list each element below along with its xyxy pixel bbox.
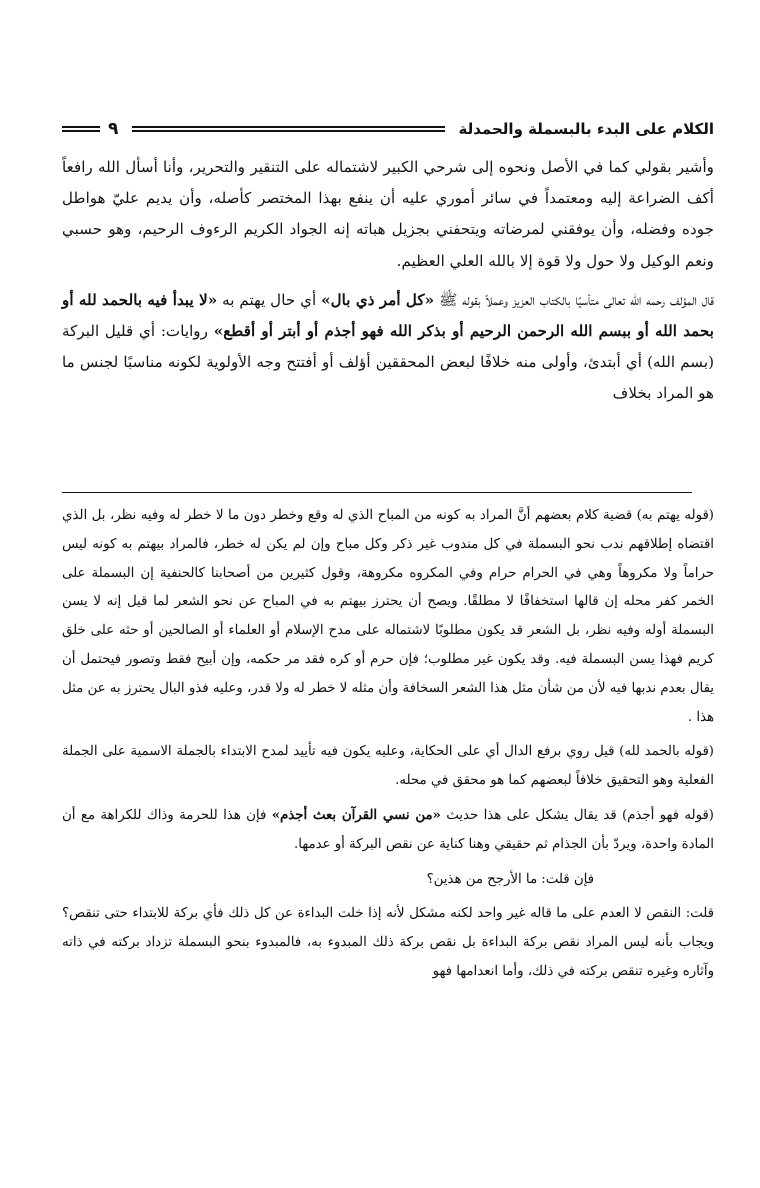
text-span: قال المؤلف رحمه الله تعالى متأسيًا بالكتاب العزيز وعملاً بقوله ﷺ <box>434 290 715 309</box>
text-span: روايات: أي قليل البركة (بسم الله) أي أبتدئ، وأولى منه خلافًا لبعض المحققين أؤلف أو أفتتح وجه الأولوية لكونه مناسبًا لجنس ما هو المراد بخلاف <box>62 322 714 403</box>
header-rule-long <box>132 126 444 132</box>
footnote-2: (قوله بالحمد لله) قيل روي برفع الدال أي على الحكاية، وعليه يكون فيه تأييد لمدح الابتداء بالجملة الاسمية على الجملة الفعلية وهو التحقيق خلافاً لبعضهم كما هو محقق في محله. <box>62 744 714 789</box>
page-number: ٩ <box>108 119 119 139</box>
footnote-3 <box>62 802 714 860</box>
footnote-question: فإن قلت: ما الأرجح من هذين؟ <box>426 871 594 887</box>
running-header <box>62 116 714 142</box>
footnote-divider <box>62 492 692 493</box>
hadith-quote: «لا يبدأ فيه بالحمد لله أو بحمد الله أو ببسم الله الرحمن الرحيم أو بذكر الله فهو أجذم أو أبتر أو أقطع» <box>62 290 714 341</box>
main-paragraph-2 <box>62 285 714 410</box>
text-span: أي حال يهتم به <box>217 290 322 309</box>
footnote-answer: قلت: النقص لا العدم على ما قاله غير واحد لكنه مشكل لأنه إذا خلت البداءة عن كل ذلك فأي بركة للابتداء حتى تنقص؟ ويجاب بأنه ليس المراد نقص بركة البداءة بل نقص بركة ذلك المبدوء به، فالمبدوء بنحو البسملة تزداد بركته في ذاته وآثاره وغيره تنقص بركته في ذلك، وأما انعدامها فهو <box>62 906 714 979</box>
hadith-quote: «من نسي القرآن بعث أجذم» <box>271 807 441 823</box>
footnotes <box>62 502 714 987</box>
header-rule-short <box>62 126 100 132</box>
footnote-1: (قوله يهتم به) قضية كلام بعضهم أنَّ المراد به كونه من المباح الذي له وقع وخطر دون ما لا خطر له وفيه نظر، بل الذي اقتضاه إطلاقهم ندب نحو البسملة في كل مندوب غير ذكر وكل مباح وإن لم يكن له خطر، فالمراد بيهتم به كونه ليس حراماً ولا مكروهاً وهي في الحرام حرام وفي المكروه مكروهة، وقول كثيرين من أصحابنا كالحنفية إن البسملة على الخمر كفر محله إن قالها استخفافًا لا مطلقًا. ويصح أن يحترز بيهتم به في المباح عن نحو الشعر لما قيل إنه لا يسن البسملة أوله وفيه نظر، بل الشعر قد يكون مطلوبًا لاشتماله على مدح الإسلام أو العلماء أو الصالحين أو حثه على خلق كريم فهذا يسن البسملة فيه. وقد يكون غير مطلوب؛ فإن حرم أو كره فقد مر حكمه، وإن أبيح فقط وتصور فيحتمل أن يقال بعدم ندبها فيه لأن من شأن مثل هذا الشعر السخافة وأن مثله لا خطر له ولا قدر، وعليه فذو البال يحترز به عن مثل هذا . <box>62 508 714 725</box>
main-text <box>62 152 714 410</box>
text-span: (قوله فهو أجذم) قد يقال يشكل على هذا حديث <box>440 807 714 823</box>
hadith-quote: «كل أمر ذي بال» <box>321 290 435 309</box>
chapter-title: الكلام على البدء بالبسملة والحمدلة <box>458 120 714 138</box>
main-paragraph-1: وأشير بقولي كما في الأصل ونحوه إلى شرحي الكبير لاشتماله على التنقير والتحرير، وأنا أسأل الله رافعاً أكف الضراعة إليه ومعتمداً في سائر أموري عليه أن ينفع بهذا المختصر كأصله، وأن يديم عليّ هواطل جوده وفضله، وأن يوفقني لمرضاته ويتحفني بجزيل هباته إنه الجواد الكريم الرءوف الرحيم، وهو حسبي ونعم الوكيل ولا حول ولا قوة إلا بالله العلي العظيم. <box>62 158 714 270</box>
text-span: فإن هذا للحرمة وذاك للكراهة مع أن المادة واحدة، ويردّ بأن الجذام ثم حقيقي وهنا كناية عن نقص البركة أو عدمها. <box>62 807 714 852</box>
